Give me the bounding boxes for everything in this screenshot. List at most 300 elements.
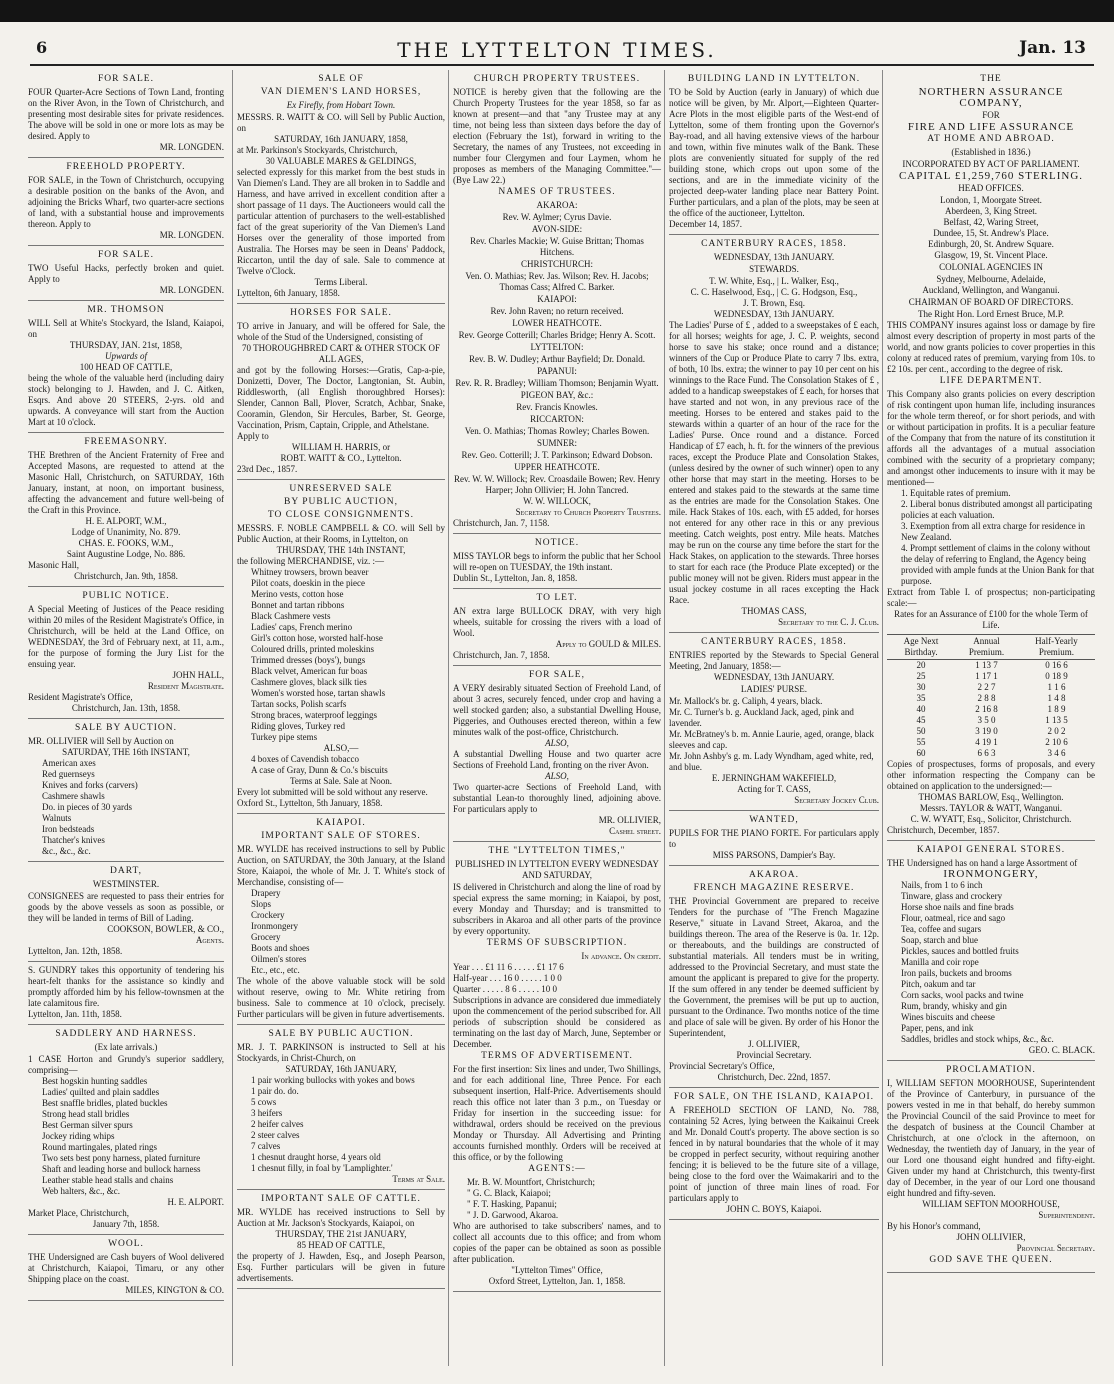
- ad-item-list: [901, 880, 1095, 1045]
- ad-signature: Agents.: [195, 935, 224, 945]
- list-item: Tea, coffee and sugars: [901, 924, 982, 934]
- table-cell: 2 0 2: [1047, 726, 1066, 736]
- table-row: [887, 671, 1095, 682]
- list-item: Shaft and leading horse and bullock harness: [42, 1164, 201, 1174]
- ad-body: at Mr. Parkinson's Stockyards, Christchurch,: [237, 145, 398, 155]
- ad-heading: CANTERBURY RACES, 1858.: [701, 637, 847, 647]
- ad-wool: [28, 1235, 224, 1301]
- ad-signature: CHAS. E. FOOKS, W.M.,: [78, 538, 174, 548]
- list-item: Best German silver spurs: [42, 1120, 133, 1130]
- list-item: 7 calves: [251, 1141, 281, 1151]
- ad-body: This Company also grants policies on every description of risk contingent upon human life, including insurances for the whole term thereof, or for short periods, and with or without participation in profits. It is a peculiar feature of the Company that from the nature of its constitution it affords all the advantages of a mutual association combined with the security of a proprietary company; and amongst other inducements to insure with it may be mentioned—: [887, 389, 1095, 487]
- ad-signature: MISS PARSONS, Dampier's Bay.: [712, 850, 836, 860]
- ad-body: THE Undersigned are Cash buyers of Wool delivered at Christchurch, Kaiapoi, Timaru, or any other Shipping place on the coast.: [28, 1252, 224, 1284]
- table-cell: 1 8 9: [1047, 704, 1066, 714]
- list-item: Cashmere shawls: [42, 791, 105, 801]
- ad-subheading: WESTMINSTER.: [92, 879, 160, 889]
- table-cell: 45: [916, 715, 926, 725]
- list-item: Soap, starch and blue: [901, 935, 978, 945]
- ad-heading: SADDLERY AND HARNESS.: [55, 1029, 197, 1039]
- ad-heading: PUBLIC NOTICE.: [82, 591, 170, 601]
- ad-subheading: INCORPORATED BY ACT OF PARLIAMENT.: [902, 159, 1080, 169]
- ad-northern-assurance: [887, 70, 1095, 841]
- ad-item-list: [901, 488, 1095, 587]
- list-item: 2 steer calves: [251, 1130, 300, 1140]
- ad-signature: Secretary Jockey Club.: [794, 795, 879, 805]
- ad-body: A Special Meeting of Justices of the Peace residing within 20 miles of the Resident Magistrate's Office, in Christchurch, will be held at the Land Office, on WEDNESDAY, the 3rd of February next, at 11, a.m., for the purpose of forming the Jury List for the ensuing year.: [28, 604, 224, 669]
- ad-body: TO be Sold by Auction (early in January) of which due notice will be given, by Mr. Alport,—Eighteen Quarter-Acre Plots in the most eligible parts of the West-end of Lyttelton, some of them fronting upon the Governor's Bay-road, and all having extensive views of the harbour and town, within five minutes walk of the Bank. These plots are conveniently situated for supply of the red building stone, which crops out upon some of the sections, and are in the immediate vicinity of the projected deep-water landing place near Battery Point. Further particulars, and a plan of the plots, may be seen at the office of the auctioneer, Lyttelton.: [669, 87, 879, 218]
- ad-body: TO arrive in January, and will be offered for Sale, the whole of the Stud of the Undersigned, consisting of: [237, 321, 445, 342]
- table-cell: 60: [916, 748, 926, 758]
- trustee-names: Rev. Geo. Cotterill; J. T. Parkinson; Edward Dobson.: [461, 450, 653, 460]
- list-item: 2. Liberal bonus distributed amongst all participating policies at each valuation.: [901, 499, 1093, 520]
- list-item: Rum, brandy, whisky and gin: [901, 1001, 1007, 1011]
- ad-town-sections: [28, 70, 224, 158]
- table-header-row: [887, 635, 1095, 660]
- table-cell: 1 13 7: [975, 660, 998, 670]
- list-item: Quarter . . . . . 8 6 . . . . . 10 0: [453, 984, 557, 994]
- trustee-place: PIGEON BAY, &c.:: [520, 390, 594, 400]
- ad-races-entries: [669, 633, 879, 811]
- ad-heading: FOR SALE.: [98, 250, 154, 260]
- table-caption: Rates for an Assurance of £100 for the whole Term of Life.: [894, 609, 1088, 630]
- list-item: Slops: [251, 899, 272, 909]
- ad-text: Apply to: [237, 431, 269, 441]
- ad-signature: Secretary to the C. J. Club.: [778, 617, 879, 627]
- ad-date: SATURDAY, THE 16th INSTANT,: [62, 747, 190, 757]
- ad-text: ALSO,: [545, 738, 569, 748]
- ad-heading: DART,: [110, 866, 142, 876]
- list-item: Best hogskin hunting saddles: [42, 1076, 148, 1086]
- ad-signature: Messrs. TAYLOR & WATT, Wanganui.: [919, 803, 1063, 813]
- ad-heading: BUILDING LAND IN LYTTELTON.: [687, 74, 861, 84]
- ad-place: Dublin St., Lyttelton, Jan. 8, 1858.: [453, 573, 578, 583]
- ad-subheading: FOR: [982, 110, 1000, 120]
- ad-heading: FREEHOLD PROPERTY.: [66, 162, 186, 172]
- page-number: 6: [36, 38, 48, 57]
- ad-signature: H. E. ALPORT.: [167, 1197, 224, 1207]
- ad-saddlery: [28, 1025, 224, 1235]
- ad-heading: SALE OF: [318, 74, 364, 84]
- ad-heading: HORSES FOR SALE.: [290, 308, 392, 318]
- ad-body: TWO Useful Hacks, perfectly broken and quiet. Apply to: [28, 263, 224, 284]
- ad-place: Christchurch, Jan. 9th, 1858.: [74, 571, 178, 581]
- table-cell: 2 16 8: [975, 704, 998, 714]
- ad-heading: CAPITAL £1,259,760 STERLING.: [898, 170, 1084, 182]
- ad-horses-for-sale: [237, 304, 445, 480]
- ad-signature: THOMAS BARLOW, Esq., Wellington.: [918, 792, 1064, 802]
- list-item: Strong braces, waterproof leggings: [251, 710, 377, 720]
- ad-kaiapoi-general-stores: [887, 841, 1095, 1061]
- ad-heading: THE "LYTTELTON TIMES,": [488, 846, 626, 856]
- trustee-names: Rev. George Cotterill; Charles Bridge; Henry A. Scott.: [458, 330, 656, 340]
- ad-body: selected expressly for this market from the best studs in Van Diemen's Land. They are all broken in to Saddle and Harness, and have arrived in excellent condition after a short passage of 11 days. The Auctioneers would call the particular attention of purchasers to the well-established fact of the great superiority of the Van Diemen's Land Horses over the generality of those imported from Australia. The Horses may be seen in Deans' Paddock, Riccarton, until the day of sale. Sale to commence at Twelve o'Clock.: [237, 167, 445, 276]
- table-cell: 20: [916, 660, 926, 670]
- ad-place: December 14, 1857.: [669, 219, 742, 229]
- ad-date: THURSDAY, THE 21st JANUARY,: [275, 1229, 407, 1239]
- ad-body: and got by the following Horses:—Gratis, Cap-a-pie, Donizetti, Dover, The Doctor, Langtonian, St. Aubin, Riddlesworth, (all English thoroughbred Horses): Slender, Cannon Ball, Plover, Scratch, Achbar, Snake, Cooramin, Glendon, Sir Hercules, Barber, St. George, Vaccination, Prism, Captain, Cripple, and Athelstane.: [237, 365, 445, 430]
- list-item: Merino vests, cotton hose: [251, 589, 344, 599]
- list-item: Mr. John Ashby's g. m. Lady Wyndham, aged white, red, and blue.: [669, 751, 874, 772]
- ad-van-diemens-horses: [237, 70, 445, 304]
- ad-body: THIS COMPANY insures against loss or damage by fire almost every description of property in most parts of the world, and now grants policies to cover properties in this colony at reduced rates of premium, varying from 10s. to £2 10s. per cent., according to the degree of risk.: [887, 320, 1095, 374]
- column-header: Half-Yearly Premium.: [1018, 635, 1095, 660]
- ad-heading: SALE BY AUCTION.: [75, 723, 177, 733]
- table-cell: 3 5 0: [977, 715, 996, 725]
- list-item: Leather stable head stalls and chains: [42, 1175, 174, 1185]
- ad-subheading: TERMS OF ADVERTISEMENT.: [481, 1051, 633, 1061]
- ad-signature: Apply to GOULD & MILES.: [555, 639, 661, 649]
- list-item: Do. in pieces of 30 yards: [42, 802, 132, 812]
- ad-item: 100 HEAD OF CATTLE,: [79, 362, 173, 372]
- trustee-place: LOWER HEATHCOTE.: [512, 318, 602, 328]
- list-item: Grocery: [251, 932, 281, 942]
- ad-body: AN extra large BULLOCK DRAY, with very high wheels, suitable for crossing the rivers with a load of Wool.: [453, 606, 661, 638]
- list-item: C. C. Haselwood, Esq., | C. G. Hodgson, Esq.,: [690, 287, 858, 297]
- ad-body: Every lot submitted will be sold without any reserve.: [237, 787, 428, 797]
- ad-body: PUPILS FOR THE PIANO FORTE. For particulars apply to: [669, 828, 879, 849]
- list-item: 1 pair working bullocks with yokes and bows: [251, 1075, 415, 1085]
- ad-subheading: Ex Firefly, from Hobart Town.: [286, 100, 396, 110]
- table-row: [887, 726, 1095, 737]
- list-item: Mr. McBratney's b. m. Annie Laurie, aged, orange, black sleeves and cap.: [669, 729, 875, 750]
- list-item: Black Cashmere vests: [251, 611, 331, 621]
- list-item: " F. T. Hasking, Papanui;: [467, 1199, 557, 1209]
- list-item: Pilot coats, doeskin in the piece: [251, 578, 365, 588]
- list-item: Aberdeen, 3, King Street.: [945, 206, 1037, 216]
- ad-body: THE Brethren of the Ancient Fraternity of Free and Accepted Masons, are requested to attend at the Masonic Hall, Christchurch, on SATURDAY, 16th January, instant, at noon, on important business, affecting the advancement and future well-being of the Craft in this Province.: [28, 450, 224, 515]
- list-item: Horse shoe nails and fine brads: [901, 902, 1014, 912]
- ad-place: Lyttelton, Jan. 12th, 1858.: [28, 946, 123, 956]
- ad-item-list: [42, 1076, 224, 1197]
- list-item: Coloured drills, printed moleskins: [251, 644, 374, 654]
- list-item: Saddles, bridles and stock whips, &c., &c.: [901, 1034, 1054, 1044]
- trustee-names: Rev. John Raven; no return received.: [490, 306, 624, 316]
- ad-body: THE Provincial Government are prepared to receive Tenders for the purchase of "The French Magazine Reserve," situate in Lavand Street, Akaroa, and the buildings thereon. The area of the Reserve is 0a. 1r. 12p. or thereabouts, and the buildings are constructed of substantial materials. All tenders must be in writing, addressed to the Provincial Secretary, and must state the amount the applicant is prepared to give for the property. If the sum offered in any tender be deemed sufficient by the Government, the premises will be put up to auction, pursuant to the Ordinance. Two months notice of the time and place of sale will be given. By order of his Honor the Superintendent,: [669, 896, 879, 1038]
- list-item: Tinware, glass and crockery: [901, 891, 1003, 901]
- ad-place: Masonic Hall,: [28, 560, 79, 570]
- list-item: Boots and shoes: [251, 943, 310, 953]
- ad-place: 23rd Dec., 1857.: [237, 464, 298, 474]
- ad-signature: Secretary to Church Property Trustees.: [515, 507, 661, 517]
- list-item: Whitney trowsers, brown beaver: [251, 567, 369, 577]
- ad-place: Christchurch, Dec. 22nd, 1857.: [717, 1072, 831, 1082]
- ad-item-list: [251, 754, 445, 776]
- list-item: Riding gloves, Turkey red: [251, 721, 346, 731]
- ad-heading: SALE BY PUBLIC AUCTION.: [268, 1029, 414, 1039]
- trustee-names: Rev. R. R. Bradley; William Thomson; Benjamin Wyatt.: [455, 378, 659, 388]
- ad-heading: CHURCH PROPERTY TRUSTEES.: [473, 74, 641, 84]
- ad-text: ALSO,—: [323, 743, 359, 753]
- ad-signature: MR. LONGDEN.: [159, 142, 224, 152]
- ad-place: Market Place, Christchurch,: [28, 1208, 129, 1218]
- trustee-place: AVON-SIDE:: [531, 224, 583, 234]
- ad-signature: MR. LONGDEN.: [159, 285, 224, 295]
- trustee-names: Ven. O. Mathias; Rev. Jas. Wilson; Rev. H. Jacobs; Thomas Cass; Alfred C. Barker.: [465, 271, 649, 292]
- table-cell: 2 2 7: [977, 682, 996, 692]
- ad-dart: [28, 862, 224, 962]
- trustee-place: PAPANUI:: [537, 366, 577, 376]
- ad-body: S. GUNDRY takes this opportunity of tendering his heart-felt thanks for the assistance so kindly and promptly afforded him by his fellow-townsmen at the late calamitous fire.: [28, 965, 224, 1008]
- ad-body: being the whole of the valuable herd (including dairy stock) belonging to J. Hawden, and J. C. Aitken, Esqrs. And above 20 STEERS, 2-yrs. old and upwards. A conveyance will start from the Auction Mart at 10 o'clock.: [28, 373, 224, 427]
- ad-signature: H. E. ALPORT, W.M.,: [85, 516, 167, 526]
- list-item: Red guernseys: [42, 769, 95, 779]
- ad-heading: UNRESERVED SALE: [289, 484, 393, 494]
- list-item: Round martingales, plated rings: [42, 1142, 157, 1152]
- ad-date: WEDNESDAY, 13th JANUARY.: [713, 252, 835, 262]
- trustee-place: KAIAPOI:: [537, 294, 577, 304]
- ad-unreserved-sale: [237, 480, 445, 814]
- ad-body: CONSIGNEES are requested to pass their entries for goods by the above vessels as soon as possible, or they will be landed in terms of Bill of Lading.: [28, 891, 224, 923]
- ad-body: The Ladies' Purse of £ , added to a sweepstakes of £ each, for all horses; weights for age, J. C. P. weights, second horse to save his stake; once round and a distance; winners of the Cup or Produce Plate to carry 7 lbs. extra, of both, 10 lbs. extra; the winner to pay 10 per cent on his winnings to the Race Fund. The Consolation Stakes of £ , added to a handicap sweepstakes of £ each, for horses that have started and not won, in any previous race of the meeting. Horses to be entered and stakes paid to the stewards within a quarter of an hour of the race for the Ladies' Purse. Once round and a distance. Forced Handicap of £7 each, h. ft. for the winners of the previous races, except the Produce Plate and Consolation Stakes, (unless desired by the owner of such winner) open to any other horse that may start in the meeting. Horses to be entered and stakes paid to the stewards at the same time as the entries are made for the Consolation Stakes. One mile. Hack Stakes of 10s. each, with £5 added, for horses not entered for any other race in this or any previous meeting. Catch weights, post entry. Mile heats. Matches may be run on the course any time before the start for the Hack Stakes, on application to the stewards. Three horses to start for each race (the Produce Plate excepted) or the public money will not be given. Riders must appear in the usual jockey costume in all races excepting the Hack Race.: [669, 320, 879, 605]
- ad-body: I, WILLIAM SEFTON MOORHOUSE, Superintendent of the Province of Canterbury, in pursuance of the powers vested in me in that behalf, do hereby summon the Provincial Council of the said Province to meet for the despatch of business at the Council Chamber at Christchurch, at one o'clock in the afternoon, on Wednesday, the twentieth day of January, in the year of our Lord one thousand eight hundred and fifty-eight. Given under my hand at Christchurch, this twenty-first day of December, in the year of our Lord one thousand eight hundred and fifty-seven.: [887, 1078, 1095, 1198]
- list-item: Mr. Mallock's br. g. Caliph, 4 years, black.: [669, 696, 823, 706]
- ad-body: MR. J. T. PARKINSON is instructed to Sell at his Stockyards, in Christ-Church, on: [237, 1042, 445, 1063]
- ad-date: SATURDAY, 16th JANUARY, 1858,: [274, 134, 408, 144]
- ad-signature: Provincial Secretary.: [736, 1050, 812, 1060]
- trustee-place: AKAROA:: [536, 200, 578, 210]
- ad-body: The whole of the above valuable stock will be sold without reserve, owing to Mr. White retiring from business. Sale to commence at 10 o'clock, precisely. Further particulars will be given in future advertisements.: [237, 976, 445, 1019]
- ad-text: ALSO,: [545, 771, 569, 781]
- ad-place: Provincial Secretary's Office,: [669, 1061, 775, 1071]
- list-item: Paper, pens, and ink: [901, 1023, 974, 1033]
- masthead-rule: [30, 64, 1094, 66]
- list-item: 4 boxes of Cavendish tobacco: [251, 754, 359, 764]
- ad-body: WILL Sell at White's Stockyard, the Island, Kaiapoi, on: [28, 318, 224, 339]
- ad-heading: FOR SALE, ON THE ISLAND, KAIAPOI.: [673, 1092, 875, 1102]
- trustee-names: Rev. W. W. Willock; Rev. Croasdaile Bowen; Rev. Henry Harper; John Ollivier; H. John Tancred.: [454, 474, 660, 495]
- list-item: Ironmongery: [251, 921, 298, 931]
- ad-signature: WILLIAM H. HARRIS, or: [291, 442, 391, 452]
- ad-proclamation: [887, 1061, 1095, 1273]
- ad-item: IRONMONGERY,: [943, 868, 1039, 880]
- ad-signature: JOHN HALL,: [172, 670, 224, 680]
- ad-subheading: TERMS OF SUBSCRIPTION.: [486, 938, 628, 948]
- ad-item-list: [42, 758, 224, 857]
- table-cell: 1 1 6: [1047, 682, 1066, 692]
- ad-terms: Terms at Sale. Sale at Noon.: [289, 776, 393, 786]
- ad-signature: Superintendent.: [1038, 1210, 1095, 1220]
- ad-body: A substantial Dwelling House and two quarter acre Sections of Freehold Land, fronting on the river Avon.: [453, 749, 661, 770]
- ad-heading: IMPORTANT SALE OF CATTLE.: [261, 1194, 421, 1204]
- list-item: Ladies' quilted and plain saddles: [42, 1087, 160, 1097]
- column-2: [232, 70, 449, 1366]
- list-item: Turkey pipe stems: [251, 732, 318, 742]
- ad-freehold-for-sale: [453, 666, 661, 842]
- ad-heading: FOR SALE,: [529, 670, 585, 680]
- ad-signature: W. W. WILLOCK,: [523, 496, 591, 506]
- list-item: 3. Exemption from all extra charge for residence in New Zealand.: [901, 521, 1086, 542]
- list-item: Wines biscuits and cheese: [901, 1012, 995, 1022]
- table-row: [887, 748, 1095, 759]
- ad-signature: E. JERNINGHAM WAKEFIELD,: [711, 773, 837, 783]
- ad-body: FOUR Quarter-Acre Sections of Town Land, fronting on the River Avon, in the Town of Christchurch, and presenting most desirable sites for private residences. The above will be sold in one or more lots as may be desired. Apply to: [28, 87, 224, 141]
- ad-thomson-cattle: [28, 301, 224, 433]
- list-item: 1 chesnut draught horse, 4 years old: [251, 1152, 381, 1162]
- list-item: Girl's cotton hose, worsted half-hose: [251, 633, 383, 643]
- ad-heading: NOTICE.: [534, 538, 580, 548]
- ad-text: Upwards of: [105, 351, 147, 361]
- ad-item-list: [251, 567, 445, 743]
- ad-kaiapoi-section: [669, 1088, 879, 1220]
- trustee-place: UPPER HEATHCOTE.: [514, 462, 600, 472]
- ad-signature: ROBT. WAITT & CO., Lyttelton.: [280, 453, 402, 463]
- list-item: " G. C. Black, Kaiapoi;: [467, 1188, 551, 1198]
- ad-body: THE Undersigned has on hand a large Assortment of: [887, 858, 1078, 868]
- trustee-names: Rev. Charles Mackie; W. Guise Brittan; Thomas Hitchens.: [470, 236, 644, 257]
- ad-heading: TO CLOSE CONSIGNMENTS.: [267, 510, 415, 520]
- ad-date: WEDNESDAY, 13th JANUARY.: [713, 309, 835, 319]
- ad-subheading: PUBLISHED IN LYTTELTON EVERY WEDNESDAY AND SATURDAY,: [455, 859, 659, 880]
- list-item: 1 pair do. do.: [251, 1086, 299, 1096]
- column-3: [448, 70, 665, 1366]
- ad-public-notice: [28, 587, 224, 719]
- ad-item: 70 THOROUGHBRED CART & OTHER STOCK OF ALL AGES,: [242, 343, 440, 364]
- column-5: [882, 70, 1099, 1366]
- masthead: [0, 38, 1114, 64]
- ad-body: Two quarter-acre Sections of Freehold Land, with substantial Lean-to thoroughly lined, adjoining above. For particulars apply to: [453, 782, 661, 814]
- ad-subheading: (Ex late arrivals.): [94, 1042, 158, 1052]
- trustee-place: SUMNER:: [536, 438, 577, 448]
- list-item: 1 chesnut filly, in foal by 'Lamplighter.': [251, 1163, 393, 1173]
- ad-signature: THOMAS CASS,: [741, 606, 807, 616]
- ad-body: A VERY desirably situated Section of Freehold Land, of about 3 acres, securely fenced, under crop and having a well stocked garden; also, a substantial Dwelling House, Piggeries, and Outhouses erected thereon, within a few minutes walk of the post-office, Christchurch.: [453, 683, 661, 737]
- ad-place: January 7th, 1858.: [92, 1219, 160, 1229]
- issue-date: Jan. 13: [1019, 38, 1086, 58]
- list-item: Auckland, Wellington, and Wanganui.: [922, 285, 1060, 295]
- ad-place: Christchurch, Jan. 7, 1858.: [453, 650, 550, 660]
- column-4: [664, 70, 883, 1366]
- list-item: 1. Equitable rates of premium.: [901, 488, 1011, 498]
- ad-heading: WOOL.: [108, 1239, 144, 1249]
- ad-date: WEDNESDAY, 13th JANUARY.: [713, 672, 835, 682]
- ad-french-magazine-reserve: [669, 866, 879, 1088]
- list-item: Two sets best pony harness, plated furniture: [42, 1153, 201, 1163]
- ad-footer: GOD SAVE THE QUEEN.: [929, 1255, 1053, 1265]
- ad-wanted-pupils: [669, 811, 879, 866]
- ad-signature: JOHN C. BOYS, Kaiapoi.: [726, 1204, 822, 1214]
- ad-body: the following MERCHANDISE, viz. :—: [237, 556, 384, 566]
- table-row: [887, 704, 1095, 715]
- list-item: Sydney, Melbourne, Adelaide,: [936, 274, 1046, 284]
- list-item: Trimmed dresses (boys'), bungs: [251, 655, 366, 665]
- ad-place: Christchurch, December, 1857.: [887, 825, 1000, 835]
- list-item: Women's worsted hose, tartan shawls: [251, 688, 386, 698]
- ad-building-land: [669, 70, 879, 235]
- list-item: American axes: [42, 758, 96, 768]
- list-item: Mr. B. W. Mountfort, Christchurch;: [467, 1177, 595, 1187]
- ad-subheading: COLONIAL AGENCIES IN: [939, 262, 1043, 272]
- column-1: [28, 70, 228, 1366]
- ad-hacks: [28, 246, 224, 301]
- ad-heading: MR. THOMSON: [87, 305, 165, 315]
- list-item: " J. D. Garwood, Akaroa.: [467, 1210, 559, 1220]
- ad-signature: Resident Magistrate.: [147, 681, 224, 691]
- ad-signature: C. W. WYATT, Esq., Solicitor, Christchurch.: [910, 814, 1072, 824]
- table-cell: 50: [916, 726, 926, 736]
- list-item: Ladies' caps, French merino: [251, 622, 353, 632]
- ad-signature: WILLIAM SEFTON MOORHOUSE,: [922, 1199, 1060, 1209]
- ad-body: MESSRS. R. WAITT & CO. will Sell by Public Auction, on: [237, 112, 445, 133]
- list-item: Drapery: [251, 888, 281, 898]
- ad-place: Oxford St., Lyttelton, 5th January, 1858.: [237, 798, 383, 808]
- list-item: Year . . . £1 11 6 . . . . . £1 17 6: [453, 962, 564, 972]
- ad-text: The Right Hon. Lord Ernest Bruce, M.P.: [918, 309, 1064, 319]
- list-item: Pickles, sauces and bottled fruits: [901, 946, 1019, 956]
- table-cell: 6 6 3: [977, 748, 996, 758]
- ad-canterbury-races: [669, 235, 879, 633]
- ad-body: IS delivered in Christchurch and along the line of road by special express the same morning; in Kaiapoi, by post, every Monday and Thursday; and is transmitted to subscribers in Akaroa and all other parts of the province by every opportunity.: [453, 882, 661, 936]
- ad-body: NOTICE is hereby given that the following are the Church Property Trustees for the year 1858, so far as known at present—and that "any Trustee may at any time, not being less than sixteen days before the day of election (February the 1st), forward in writing to the Secretary, the names of any Trustees, not exceeding in number four Clergymen and four Laymen, whom he proposes as members of the Managing Committee."—(Bye Law 22.): [453, 87, 661, 185]
- ad-body: MR. WYLDE has received instructions to sell by Public Auction, on SATURDAY, the 30th January, at the Island Store, Kaiapoi, the whole of Mr. J. T. White's stock of Merchandise, consisting of—: [237, 844, 445, 887]
- ad-body: A FREEHOLD SECTION OF LAND, No. 788, containing 52 Acres, lying between the Kaikainui Creek and Mr. Donald Coutt's property. The above section is so fenced in by natural boundaries that the whole of it may be cropped in perfect security, without requiring another fencing; it is believed to be the future site of a village, being close to the ford over the Waimakariri and to the point of junction of three main lines of road. For particulars apply to: [669, 1105, 879, 1203]
- agent-list: [467, 1177, 661, 1221]
- ad-date: SATURDAY, 16th JANUARY,: [285, 1064, 397, 1074]
- list-item: Tartan socks, Polish scarfs: [251, 699, 347, 709]
- ad-signature: Oxford Street, Lyttelton, Jan. 1, 1858.: [488, 1276, 626, 1286]
- ad-signature: MILES, KINGTON & CO.: [125, 1285, 224, 1295]
- ad-gundry-thanks: [28, 962, 224, 1025]
- column-header: Annual Premium.: [955, 635, 1018, 660]
- list-item: Etc., etc., etc.: [251, 965, 300, 975]
- ad-heading: TO LET.: [536, 593, 578, 603]
- ad-heading: VAN DIEMEN'S LAND HORSES,: [260, 87, 422, 97]
- ad-sale-by-auction: [28, 719, 224, 862]
- ad-body: MR. WYLDE has received instructions to Sell by Auction at Mr. Jackson's Stockyards, Kaiapoi, on: [237, 1207, 445, 1228]
- ad-heading: IMPORTANT SALE OF STORES.: [261, 831, 421, 841]
- table-row: [887, 693, 1095, 704]
- list-item: Jockey riding whips: [42, 1131, 115, 1141]
- ad-text: Saint Augustine Lodge, No. 886.: [66, 549, 186, 559]
- ad-heading: FOR SALE.: [98, 74, 154, 84]
- table-row: [887, 715, 1095, 726]
- ad-sale-of-cattle: [237, 1190, 445, 1289]
- list-item: &c., &c., &c.: [42, 846, 91, 856]
- ad-subheading: HEAD OFFICES.: [958, 183, 1024, 193]
- ad-subheading: LIFE DEPARTMENT.: [939, 376, 1043, 386]
- top-black-rule: [0, 0, 1114, 22]
- ad-body: ENTRIES reported by the Stewards to Special General Meeting, 2nd January, 1858:—: [669, 650, 879, 671]
- ad-heading: FREEMASONRY.: [84, 437, 168, 447]
- ad-body: 1 CASE Horton and Grundy's superior saddlery, comprising—: [28, 1054, 224, 1075]
- ad-text: (Established in 1836.): [951, 147, 1031, 157]
- ad-item: 85 HEAD OF CATTLE,: [297, 1240, 385, 1250]
- ad-text: By his Honor's command,: [887, 1221, 981, 1231]
- trustee-place: LYTTELTON:: [530, 342, 584, 352]
- list-item: A case of Gray, Dunn & Co.'s biscuits: [251, 765, 388, 775]
- trustee-place: CHRISTCHURCH:: [520, 259, 593, 269]
- table-cell: 1 17 1: [975, 671, 998, 681]
- ad-heading: AT HOME AND ABROAD.: [927, 134, 1055, 144]
- ad-date: THURSDAY, THE 14th INSTANT,: [276, 545, 406, 555]
- table-cell: 3 19 0: [975, 726, 998, 736]
- list-item: Pitch, oakum and tar: [901, 979, 976, 989]
- ad-signature: MR. LONGDEN.: [159, 230, 224, 240]
- list-item: London, 1, Moorgate Street.: [940, 195, 1042, 205]
- ad-signature: Cashel street.: [609, 826, 661, 836]
- ad-heading: THE: [980, 74, 1002, 84]
- ad-heading: PROCLAMATION.: [946, 1065, 1036, 1075]
- paper-title: THE LYTTELTON TIMES.: [397, 38, 717, 62]
- ad-text: Extract from Table I. of prospectus; non-participating scale:—: [887, 587, 1095, 608]
- ad-place: Resident Magistrate's Office,: [28, 692, 133, 702]
- list-item: Dundee, 15, St. Andrew's Place.: [933, 228, 1049, 238]
- list-item: 5 cows: [251, 1097, 277, 1107]
- trustee-names: Ven. O. Mathias; Thomas Rowley; Charles Bowen.: [464, 426, 650, 436]
- ad-heading: CANTERBURY RACES, 1858.: [701, 239, 847, 249]
- ad-signature: J. OLLIVIER,: [748, 1039, 800, 1049]
- ad-subheading: AGENTS:—: [528, 1164, 586, 1174]
